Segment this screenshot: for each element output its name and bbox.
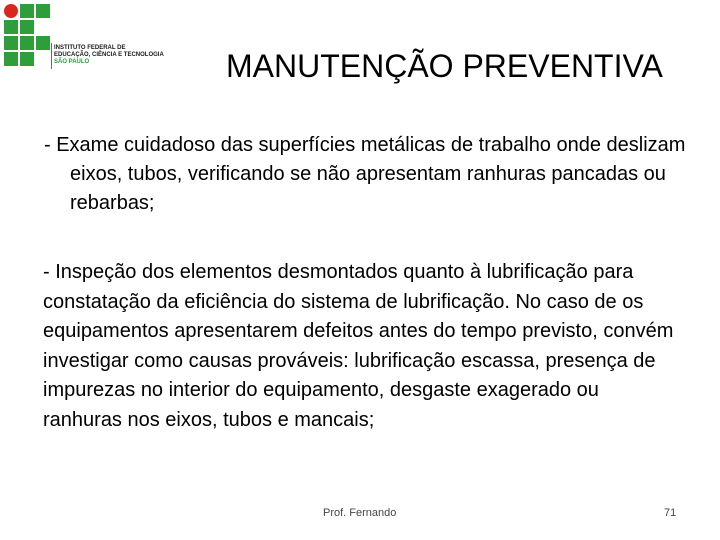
bullet-paragraph-2: - Inspeção dos elementos desmontados quanto à lubrificação para constatação da eficiência do sistema de lubrificação. No caso de os equipamentos apresentarem defeitos antes do tempo previsto, convém investigar como causas prováveis: lubrificação escassa, presença de impurezas no interior do equipamento, desgaste exagerado ou ranhuras nos eixos, tubos e mancais; [43, 261, 674, 431]
bullet-paragraph-1: - Exame cuidadoso das superfícies metálicas de trabalho onde deslizam eixos, tubos, verificando se não apresentam ranhuras pancadas ou rebarbas; [44, 134, 686, 214]
logo-green-square [20, 4, 34, 18]
logo-divider [51, 43, 52, 69]
slide-title: MANUTENÇÃO PREVENTIVA [226, 48, 663, 84]
institute-logo [0, 0, 176, 74]
logo-green-square [20, 52, 34, 66]
logo-green-square [20, 20, 34, 34]
logo-green-square [36, 36, 50, 50]
logo-wordmark [54, 45, 164, 66]
footer-author: Prof. Fernando [323, 507, 397, 519]
logo-line-2: EDUCAÇÃO, CIÊNCIA E TECNOLOGIA [54, 52, 164, 58]
logo-red-circle [4, 4, 18, 18]
slide-number: 71 [664, 507, 677, 519]
logo-green-square [36, 4, 50, 18]
logo-green-square [20, 36, 34, 50]
logo-green-square [4, 36, 18, 50]
logo-line-3: SÃO PAULO [54, 59, 90, 65]
logo-green-square [4, 52, 18, 66]
logo-green-square [4, 20, 18, 34]
logo-line-1: INSTITUTO FEDERAL DE [54, 45, 126, 51]
